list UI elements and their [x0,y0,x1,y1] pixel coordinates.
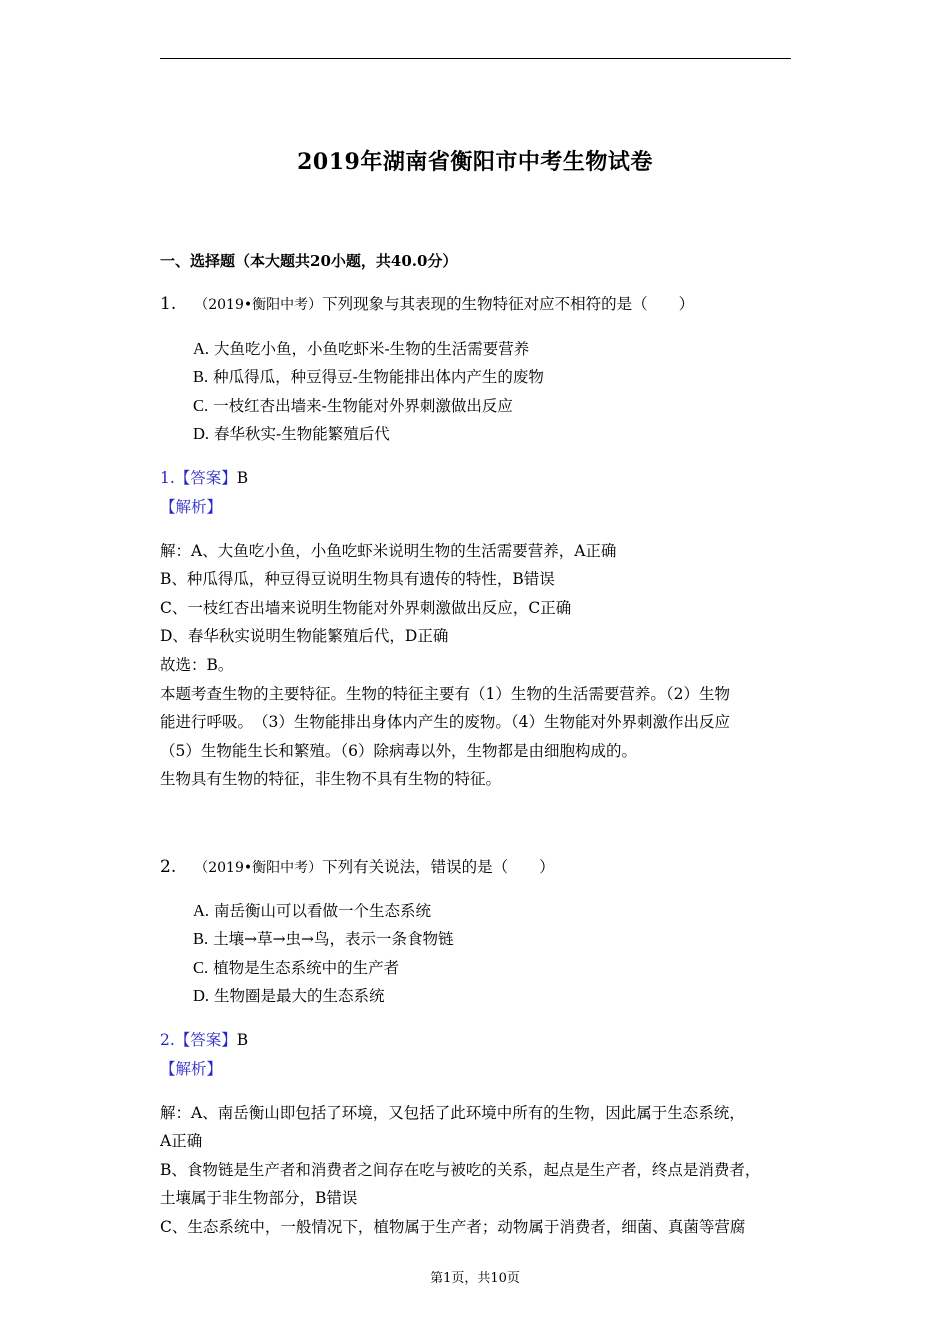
question-source: （2019•衡阳中考） [194,297,323,313]
analysis-line: 生物具有生物的特征，非生物不具有生物的特征。 [160,770,502,788]
question-2-stem-line [160,855,555,877]
analysis-line: A正确 [160,1132,203,1150]
analysis-line: C、生态系统中，一般情况下，植物属于生产者；动物属于消费者，细菌、真菌等营腐 [160,1218,746,1236]
analysis-line: 解：A、南岳衡山即包括了环境，又包括了此环境中所有的生物，因此属于生态系统， [160,1104,745,1122]
analysis-line: B、种瓜得瓜，种豆得豆说明生物具有遗传的特性，B错误 [160,570,555,588]
question-stem: 下列有关说法，错误的是（ ） [322,858,555,876]
analysis-label: 【解析】 [160,1060,223,1078]
analysis-line: C、一枝红杏出墙来说明生物能对外界刺激做出反应，C正确 [160,599,572,617]
option-b: B. 土壤→草→虫→鸟，表示一条食物链 [193,929,454,948]
question-1-stem-line [160,292,694,314]
analysis-line: 土壤属于非生物部分，B错误 [160,1189,358,1207]
section-heading: 一、选择题（本大题共20小题，共40.0分） [160,252,458,270]
analysis-line: B、食物链是生产者和消费者之间存在吃与被吃的关系，起点是生产者，终点是消费者， [160,1161,761,1179]
answer-value: B [236,469,249,487]
option-c: C. 一枝红杏出墙来-生物能对外界刺激做出反应 [193,396,513,415]
question-number: 2. [160,857,177,877]
page-title: 2019年湖南省衡阳市中考生物试卷 [297,149,653,175]
answer-value: B [236,1031,249,1049]
option-c: C. 植物是生态系统中的生产者 [193,958,400,977]
header-rule [160,58,791,59]
option-a: A. 大鱼吃小鱼，小鱼吃虾米-生物的生活需要营养 [193,339,530,358]
option-b: B. 种瓜得瓜，种豆得豆-生物能排出体内产生的废物 [193,367,544,386]
answer-line [160,1028,248,1050]
page-footer: 第1页，共10页 [430,1271,520,1286]
option-d: D. 生物圈是最大的生态系统 [193,986,385,1005]
option-a: A. 南岳衡山可以看做一个生态系统 [193,901,431,920]
question-stem: 下列现象与其表现的生物特征对应不相符的是（ ） [322,295,695,313]
answer-label: 2.【答案】 [160,1031,237,1049]
analysis-line: 解：A、大鱼吃小鱼，小鱼吃虾米说明生物的生活需要营养，A正确 [160,542,617,560]
answer-line [160,466,248,488]
question-number: 1. [160,294,177,314]
analysis-label: 【解析】 [160,498,223,516]
answer-label: 1.【答案】 [160,469,237,487]
analysis-line: 故选：B。 [160,656,234,674]
option-d: D. 春华秋实-生物能繁殖后代 [193,424,390,443]
question-source: （2019•衡阳中考） [194,860,323,876]
analysis-line: 本题考查生物的主要特征。生物的特征主要有（1）生物的生活需要营养。（2）生物 [160,685,730,703]
analysis-line: 能进行呼吸。 （3）生物能排出身体内产生的废物。（4）生物能对外界刺激作出反应 [160,713,730,731]
analysis-line: D、春华秋实说明生物能繁殖后代，D正确 [160,627,449,645]
analysis-line: （5）生物能生长和繁殖。（6）除病毒以外，生物都是由细胞构成的。 [160,742,637,760]
